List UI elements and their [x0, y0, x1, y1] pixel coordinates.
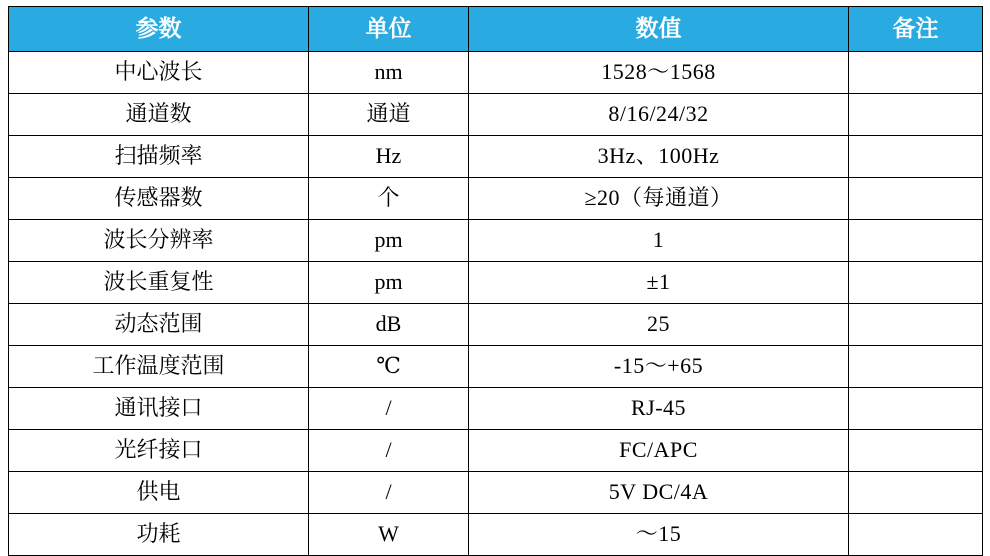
- cell-remark: [849, 430, 983, 472]
- cell-remark: [849, 388, 983, 430]
- cell-value: ≥20（每通道）: [469, 178, 849, 220]
- table-header-row: [9, 7, 983, 52]
- cell-unit: /: [309, 472, 469, 514]
- cell-parameter: 通讯接口: [9, 388, 309, 430]
- column-header-remark: 备注: [849, 7, 983, 52]
- column-header-value: 数值: [469, 7, 849, 52]
- cell-remark: [849, 220, 983, 262]
- cell-parameter: 工作温度范围: [9, 346, 309, 388]
- cell-parameter: 供电: [9, 472, 309, 514]
- cell-unit: nm: [309, 52, 469, 94]
- table-row: [9, 94, 983, 136]
- cell-value: 25: [469, 304, 849, 346]
- cell-unit: 通道: [309, 94, 469, 136]
- cell-value: -15〜+65: [469, 346, 849, 388]
- cell-unit: /: [309, 430, 469, 472]
- cell-parameter: 光纤接口: [9, 430, 309, 472]
- cell-parameter: 中心波长: [9, 52, 309, 94]
- cell-parameter: 扫描频率: [9, 136, 309, 178]
- table-row: [9, 430, 983, 472]
- column-header-unit: 单位: [309, 7, 469, 52]
- cell-remark: [849, 136, 983, 178]
- table-row: [9, 472, 983, 514]
- cell-parameter: 传感器数: [9, 178, 309, 220]
- cell-parameter: 波长分辨率: [9, 220, 309, 262]
- cell-value: FC/APC: [469, 430, 849, 472]
- table-row: [9, 388, 983, 430]
- cell-parameter: 功耗: [9, 514, 309, 556]
- cell-unit: W: [309, 514, 469, 556]
- cell-unit: /: [309, 388, 469, 430]
- cell-unit: ℃: [309, 346, 469, 388]
- table-row: [9, 346, 983, 388]
- cell-unit: dB: [309, 304, 469, 346]
- cell-remark: [849, 178, 983, 220]
- cell-value: 1: [469, 220, 849, 262]
- table-body: [9, 52, 983, 556]
- table-row: [9, 304, 983, 346]
- cell-value: 5V DC/4A: [469, 472, 849, 514]
- cell-remark: [849, 346, 983, 388]
- table-row: [9, 136, 983, 178]
- cell-remark: [849, 262, 983, 304]
- cell-parameter: 通道数: [9, 94, 309, 136]
- cell-value: RJ-45: [469, 388, 849, 430]
- cell-value: 1528〜1568: [469, 52, 849, 94]
- table-row: [9, 52, 983, 94]
- cell-remark: [849, 514, 983, 556]
- cell-unit: 个: [309, 178, 469, 220]
- table-row: [9, 514, 983, 556]
- table-row: [9, 262, 983, 304]
- cell-remark: [849, 52, 983, 94]
- cell-value: 〜15: [469, 514, 849, 556]
- cell-unit: pm: [309, 220, 469, 262]
- cell-remark: [849, 94, 983, 136]
- cell-unit: Hz: [309, 136, 469, 178]
- cell-parameter: 波长重复性: [9, 262, 309, 304]
- table-header: [9, 7, 983, 52]
- cell-unit: pm: [309, 262, 469, 304]
- cell-remark: [849, 304, 983, 346]
- table-row: [9, 220, 983, 262]
- cell-remark: [849, 472, 983, 514]
- cell-value: ±1: [469, 262, 849, 304]
- specification-table: [8, 6, 983, 556]
- cell-parameter: 动态范围: [9, 304, 309, 346]
- column-header-parameter: 参数: [9, 7, 309, 52]
- cell-value: 3Hz、100Hz: [469, 136, 849, 178]
- table-row: [9, 178, 983, 220]
- cell-value: 8/16/24/32: [469, 94, 849, 136]
